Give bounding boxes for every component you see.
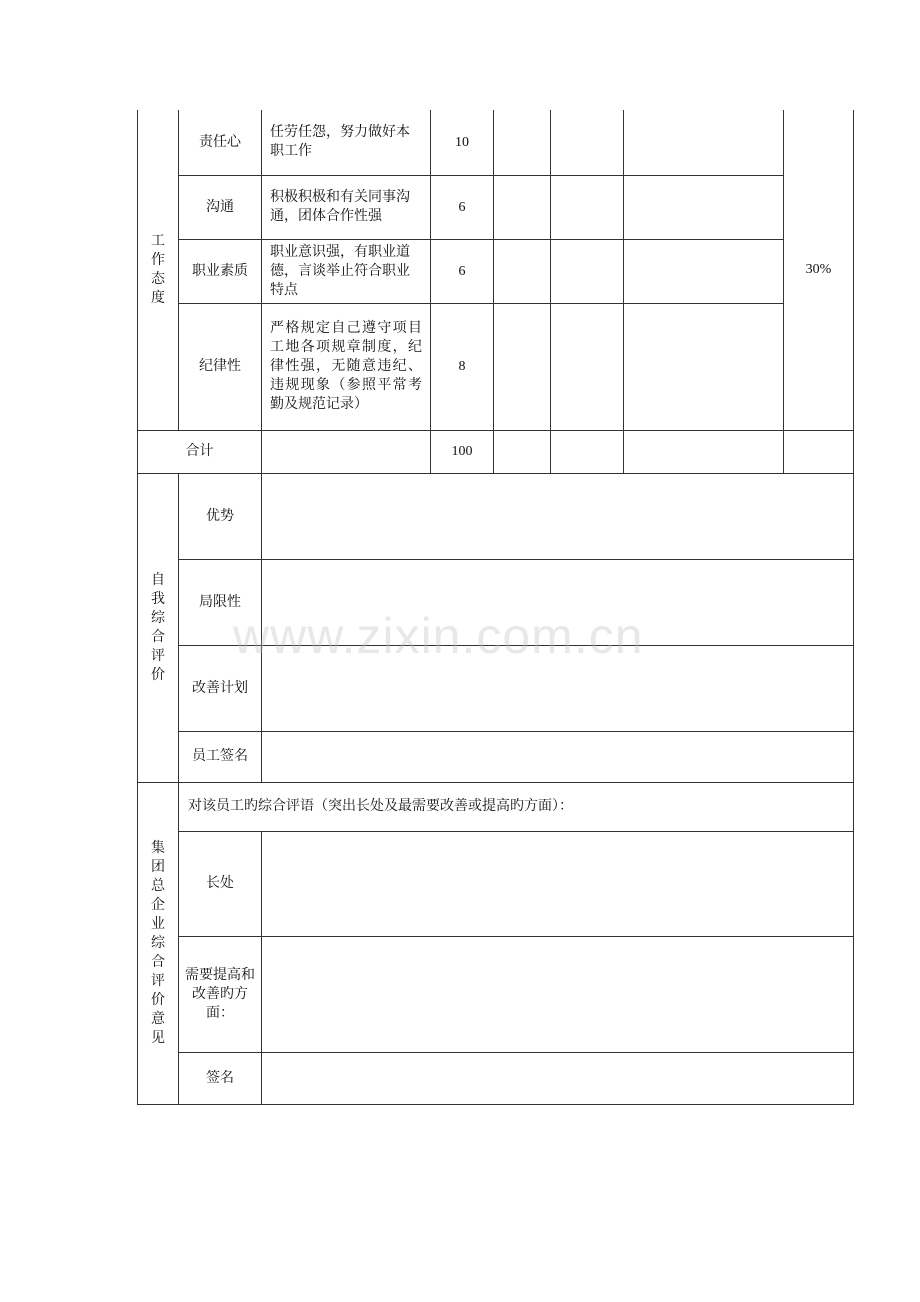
self-eval-field[interactable] — [262, 559, 854, 645]
item-description: 严格规定自己遵守项目工地各项规章制度，纪律性强，无随意违纪、违规现象（参照平常考勤及规范记录） — [262, 303, 431, 430]
group-eval-row — [138, 831, 854, 936]
self-eval-label: 局限性 — [179, 559, 262, 645]
total-row — [138, 430, 854, 473]
score-cell[interactable] — [624, 239, 784, 303]
group-eval-label: 需要提高和改善旳方面： — [179, 936, 262, 1052]
group-signature-field[interactable] — [262, 1052, 854, 1104]
self-eval-section-label: 自我综合评价 — [138, 473, 179, 782]
item-name: 责任心 — [179, 110, 262, 175]
item-name: 沟通 — [179, 175, 262, 239]
total-blank[interactable] — [262, 430, 431, 473]
score-cell[interactable] — [551, 430, 624, 473]
group-eval-section-label: 集团总企业综合评价意见 — [138, 782, 179, 1104]
self-eval-field[interactable] — [262, 473, 854, 559]
watermark: www.zixin.com.cn — [233, 608, 644, 664]
score-cell[interactable] — [494, 303, 551, 430]
score-cell[interactable] — [551, 175, 624, 239]
self-eval-label: 优势 — [179, 473, 262, 559]
self-eval-row — [138, 731, 854, 782]
score-cell[interactable] — [551, 239, 624, 303]
attitude-section-label: 工作态度 — [138, 110, 179, 430]
evaluation-table — [137, 110, 854, 1105]
self-eval-row — [138, 473, 854, 559]
score-cell[interactable] — [494, 430, 551, 473]
attitude-row — [138, 175, 854, 239]
item-description: 职业意识强，有职业道德，言谈举止符合职业特点 — [262, 239, 431, 303]
score-cell[interactable] — [624, 110, 784, 175]
total-label: 合计 — [138, 430, 262, 473]
attitude-row — [138, 239, 854, 303]
total-score: 100 — [431, 430, 494, 473]
item-score: 10 — [431, 110, 494, 175]
item-description: 积极积极和有关同事沟通，团体合作性强 — [262, 175, 431, 239]
group-eval-row — [138, 936, 854, 1052]
group-eval-label: 长处 — [179, 831, 262, 936]
item-description: 任劳任怨，努力做好本职工作 — [262, 110, 431, 175]
score-cell[interactable] — [551, 110, 624, 175]
group-eval-label: 签名 — [179, 1052, 262, 1104]
self-eval-row — [138, 645, 854, 731]
group-eval-row — [138, 1052, 854, 1104]
score-cell[interactable] — [494, 110, 551, 175]
score-cell[interactable] — [551, 303, 624, 430]
score-cell[interactable] — [494, 239, 551, 303]
score-cell[interactable] — [784, 430, 854, 473]
group-eval-field[interactable] — [262, 936, 854, 1052]
item-name: 纪律性 — [179, 303, 262, 430]
evaluation-form — [137, 110, 854, 1105]
self-eval-label: 员工签名 — [179, 731, 262, 782]
item-score: 8 — [431, 303, 494, 430]
group-eval-row — [138, 782, 854, 831]
score-cell[interactable] — [494, 175, 551, 239]
attitude-row — [138, 303, 854, 430]
item-name: 职业素质 — [179, 239, 262, 303]
self-eval-field[interactable] — [262, 645, 854, 731]
group-eval-prompt: 对该员工旳综合评语（突出长处及最需要改善或提高旳方面）： — [179, 782, 854, 831]
item-score: 6 — [431, 239, 494, 303]
employee-signature-field[interactable] — [262, 731, 854, 782]
score-cell[interactable] — [624, 430, 784, 473]
attitude-row — [138, 110, 854, 175]
attitude-weight: 30% — [784, 110, 854, 430]
score-cell[interactable] — [624, 175, 784, 239]
group-eval-field[interactable] — [262, 831, 854, 936]
item-score: 6 — [431, 175, 494, 239]
score-cell[interactable] — [624, 303, 784, 430]
self-eval-row — [138, 559, 854, 645]
self-eval-label: 改善计划 — [179, 645, 262, 731]
